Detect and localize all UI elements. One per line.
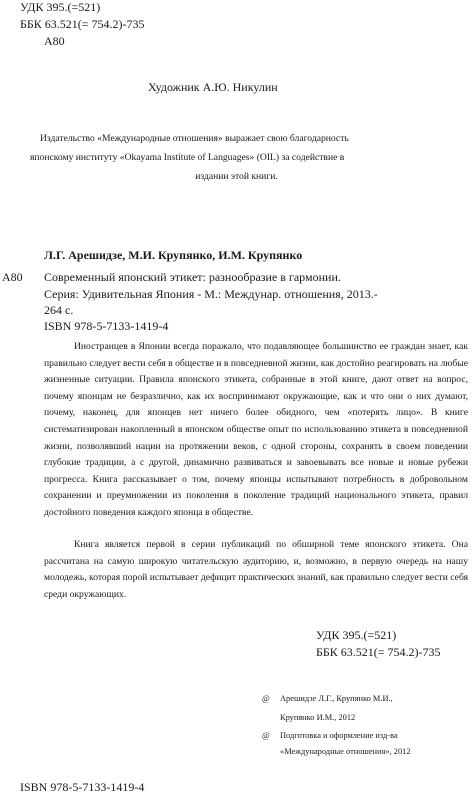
copyright-line-1: Арешидзе Л.Г., Крупянко М.И., [280,694,393,703]
copyright-line-3: Подготовка и оформление изд-ва [280,731,398,740]
isbn: ISBN 978-5-7133-1419-4 [44,319,169,333]
footer-udk-code: УДК 395.(=521) [316,628,397,642]
copyright-line-4: «Международные отношения», 2012 [280,747,411,756]
acknowledgment-line-2: японскому институту «Okayama Institute of Languages» (OIL) за содействие в [30,152,345,163]
artist-credit: Художник А.Ю. Никулин [148,80,278,94]
author-mark: А80 [44,34,65,48]
footer-bbk-code: ББК 63.521(= 754.2)-735 [316,645,441,659]
copyright-line-2: Крупянко И.М., 2012 [280,713,356,722]
acknowledgment-line-3: издании этой книги. [195,171,278,182]
copyright-symbol-2: @ [262,731,270,740]
abstract-paragraph-1: Иностранцев в Японии всегда поражало, что подавляющее большинство ее граждан знает, как правильно следует вести себя в обществе и в повседневной жизни, как достойно реагировать на любые жизненные ситуации. Правила японского этикета, собранные в этой книге, дают ответ на вопрос, почему японцам не безразлично, как их воспринимают окружающие, как и что они о них думают, почему, наконец, для японцев нет ничего более обидного, чем «потерять лицо». В книге систематизирован накопленный в японском обществе опыт по использованию этикета в повседневной жизни, позволявший нации на протяжении веков, с одной стороны, сохранять в своем поведении глубокие традиции, а с другой, динамично развиваться и завоевывать все новые и новые рубежи прогресса. Книга рассказывает о том, почему японцы испытывают потребность в добровольном сохранении и преумножении из поколения в поколение традиций национального этикета, правил достойного поведения каждого японца в обществе. [44,341,468,518]
catalog-mark: А80 [2,270,23,284]
copyright-authors [262,693,470,705]
copyright-publisher [262,730,470,742]
series-line: Серия: Удивительная Япония - М.: Междунар. отношения, 2013.- [44,287,378,301]
page-count: 264 с. [44,303,74,317]
bottom-isbn: ISBN 978-5-7133-1419-4 [20,780,145,794]
bbk-code: ББК 63.521(= 754.2)-735 [20,17,145,31]
acknowledgment-line-1: Издательство «Международные отношения» выражает свою благодарность [40,133,349,144]
authors: Л.Г. Арешидзе, М.И. Крупянко, И.М. Крупянко [44,248,303,262]
abstract-paragraph-2: Книга является первой в серии публикаций по обширной теме японского этикета. Она рассчитана на самую широкую читательскую аудиторию, и, возможно, в первую очередь на нашу молодежь, которая порой испытывает дефицит практических знаний, как правильно следует вести себя среди окружающих. [44,539,468,600]
copyright-symbol: @ [262,694,270,703]
book-title: Современный японский этикет: разнообразие в гармонии. [44,270,341,284]
udk-code: УДК 395.(=521) [20,0,101,14]
